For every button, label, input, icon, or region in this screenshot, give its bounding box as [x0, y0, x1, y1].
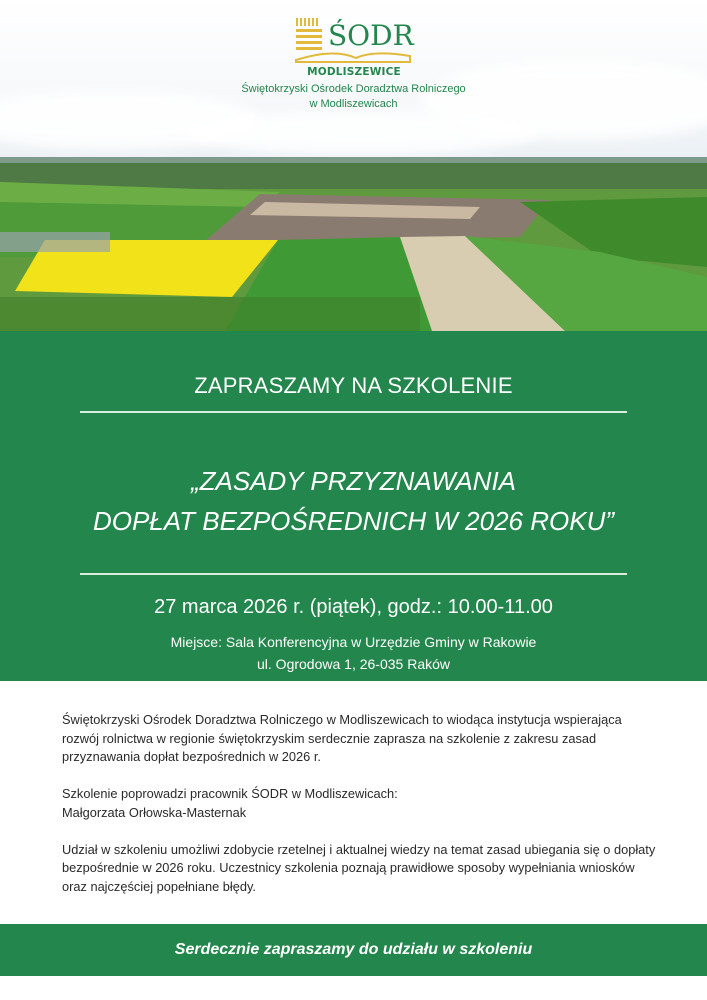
paragraph-benefits: Udział w szkoleniu umożliwi zdobycie rzetelnej i aktualnej wiedzy na temat zasad ubiegania się o dopłaty bezpośrednie w 2026 roku. Uczestnicy szkolenia poznają prawidłowe sposoby wypełniania wniosków oraz najczęściej popełniane błędy. [62, 841, 656, 894]
divider-top [80, 411, 627, 413]
organization-name [0, 82, 707, 112]
cloud [180, 110, 540, 155]
place-line-1: Miejsce: Sala Konferencyjna w Urzędzie Gminy w Rakowie [170, 634, 537, 650]
org-name-line-2: w Modliszewicach [309, 98, 398, 110]
trainer-intro: Szkolenie poprowadzi pracownik ŚODR w Modliszewicach: [62, 786, 398, 801]
footer-banner: Serdecznie zapraszamy do udziału w szkoleniu [0, 924, 707, 976]
org-name-line-1: Świętokrzyski Ośrodek Doradztwa Rolniczego [241, 83, 466, 95]
logo-text: ŚODR [328, 19, 414, 52]
aerial-fields-photo [0, 157, 707, 331]
place-line-2: ul. Ogrodowa 1, 26-035 Raków [257, 656, 450, 672]
title-line-2: DOPŁAT BEZPOŚREDNICH W 2026 ROKU” [92, 506, 615, 536]
title-line-1: „ZASADY PRZYZNAWANIA [190, 466, 517, 496]
open-book-icon [294, 50, 414, 64]
sodr-logo [294, 16, 414, 78]
trainer-name: Małgorzata Orłowska-Masternak [62, 804, 247, 820]
event-place [0, 631, 707, 675]
invite-heading: ZAPRASZAMY NA SZKOLENIE [194, 373, 513, 398]
hero-image [0, 0, 707, 331]
paragraph-intro: Świętokrzyski Ośrodek Doradztwa Rolniczego w Modliszewicach to wiodąca instytucja wspierająca rozwój rolnictwa w regionie świętokrzyskim serdecznie zaprasza na szkolenie z zakresu zasad przyznawania dopłat bezpośrednich w 2026 r. [62, 712, 622, 764]
event-banner [0, 331, 707, 681]
description [62, 711, 662, 915]
training-title [0, 461, 707, 541]
divider-bottom [80, 573, 627, 575]
event-date: 27 marca 2026 r. (piątek), godz.: 10.00-11.00 [154, 596, 553, 618]
paragraph-trainer [62, 785, 662, 822]
logo-subtitle: MODLISZEWICE [307, 66, 401, 78]
